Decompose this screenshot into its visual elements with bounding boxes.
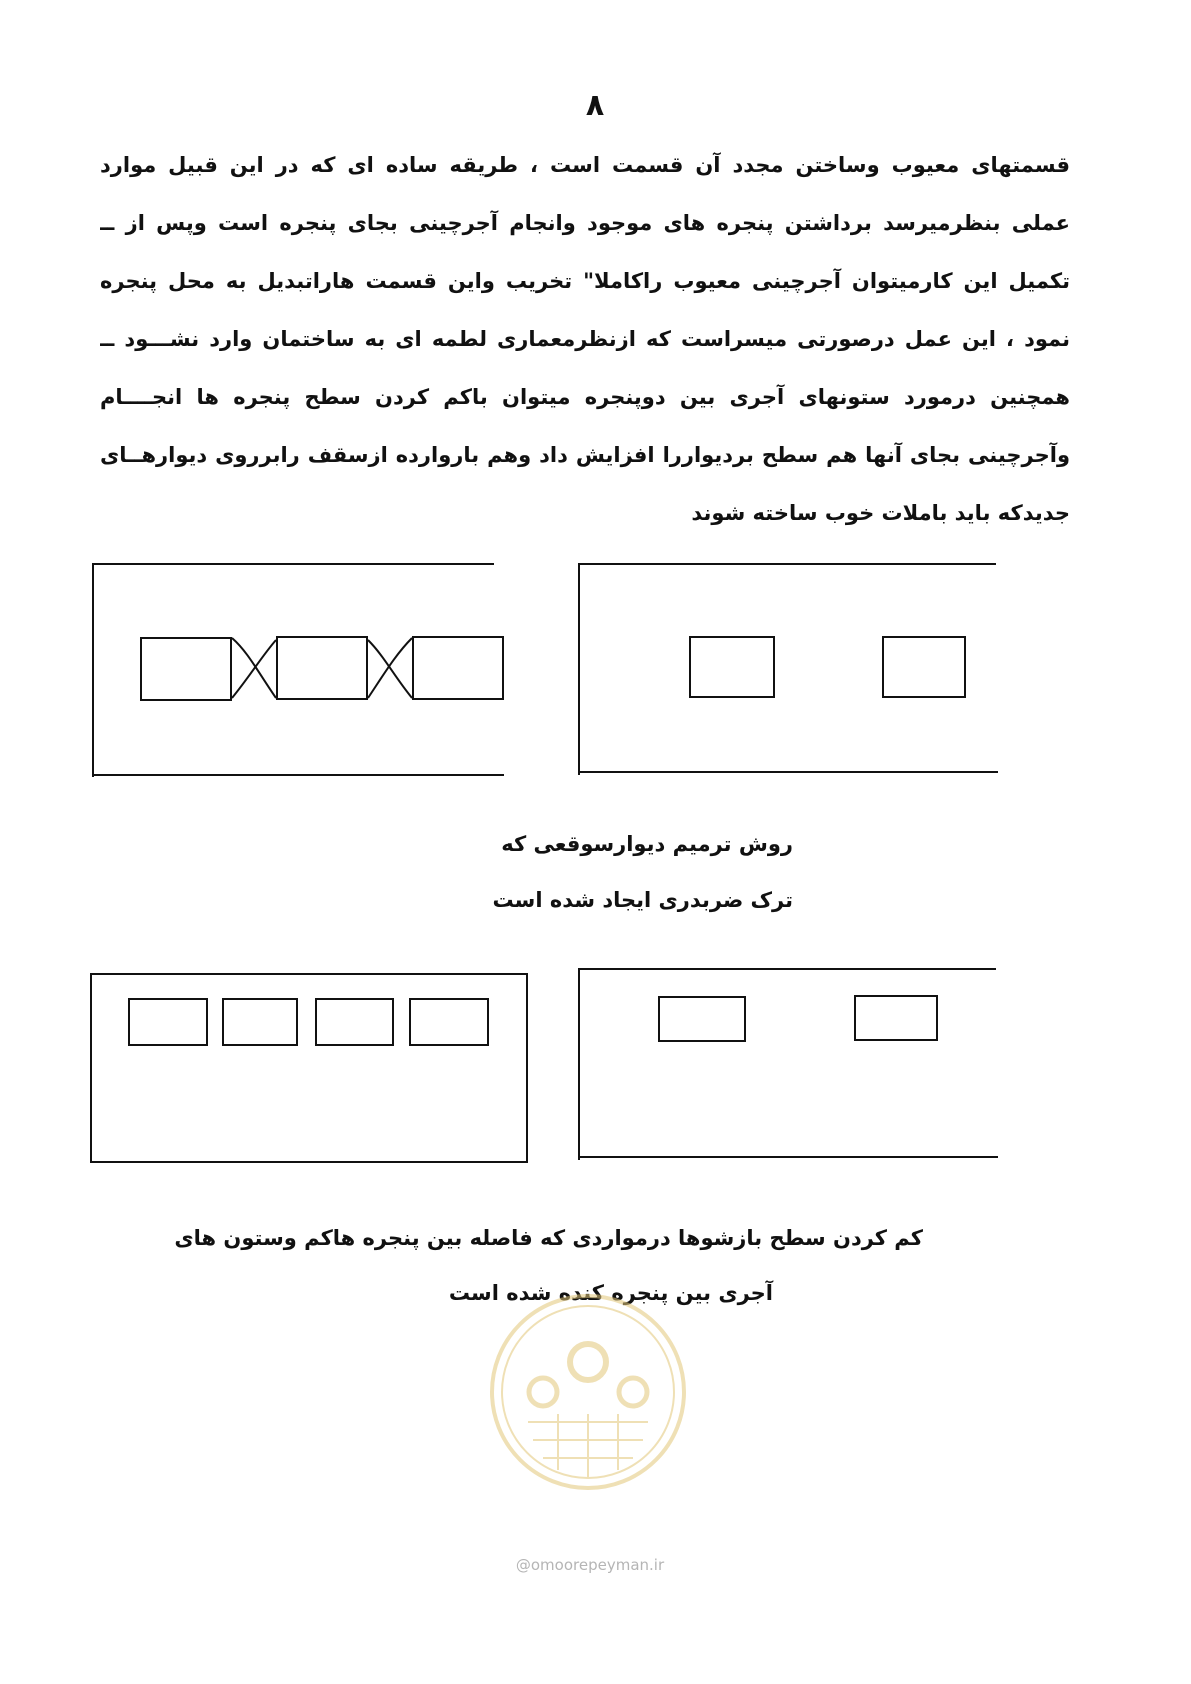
body-line: تکمیل این کارمیتوان آجرچینی معیوب راکاملا" تخریب واین قسمت هاراتبدیل به محل پنجره	[100, 269, 1070, 293]
window-rect	[315, 998, 394, 1046]
body-line: وآجرچینی بجای آنها هم سطح بردیواررا افزایش داد وهم باروارده ازسقف رابرروی دیوارهــای	[100, 443, 1070, 467]
diagram-caption: ترک ضربدری ایجاد شده است	[492, 888, 793, 912]
window-rect	[689, 636, 775, 698]
window-rect	[222, 998, 298, 1046]
window-rect	[128, 998, 208, 1046]
page-number: ۸	[585, 88, 605, 123]
window-rect	[412, 636, 504, 700]
body-line: نمود ، این عمل درصورتی میسراست که ازنظرمعماری لطمه ای به ساختمان وارد نشـــود ــ	[100, 327, 1070, 351]
window-rect	[140, 637, 232, 701]
diagram-caption: روش ترمیم دیوارسوقعی که	[501, 832, 793, 856]
watermark-emblem	[488, 1292, 688, 1492]
window-rect	[854, 995, 938, 1041]
body-paragraph	[100, 136, 1070, 542]
body-line: جدیدکه باید باملات خوب ساخته شوند	[691, 501, 1070, 525]
watermark-text: @omoorepeyman.ir	[515, 1556, 665, 1574]
body-line: قسمتهای معیوب وساختن مجدد آن قسمت است ، طریقه ساده ای که در این قبیل موارد	[100, 153, 1070, 177]
window-rect	[409, 998, 489, 1046]
body-line: عملی بنظرمیرسد برداشتن پنجره های موجود وانجام آجرچینی بجای پنجره است وپس از ــ	[100, 211, 1070, 235]
window-rect	[658, 996, 746, 1042]
diagram-caption: آجری بین پنجره کنده شده است	[448, 1281, 773, 1305]
crack-lines	[228, 632, 418, 708]
window-rect	[882, 636, 966, 698]
diagram-caption: کم کردن سطح بازشوها درمواردی که فاصله بین پنجره هاکم وستون های	[174, 1226, 923, 1250]
body-line: همچنین درمورد ستونهای آجری بین دوپنجره میتوان باکم کردن سطح پنجره ها انجــــام	[100, 385, 1070, 409]
